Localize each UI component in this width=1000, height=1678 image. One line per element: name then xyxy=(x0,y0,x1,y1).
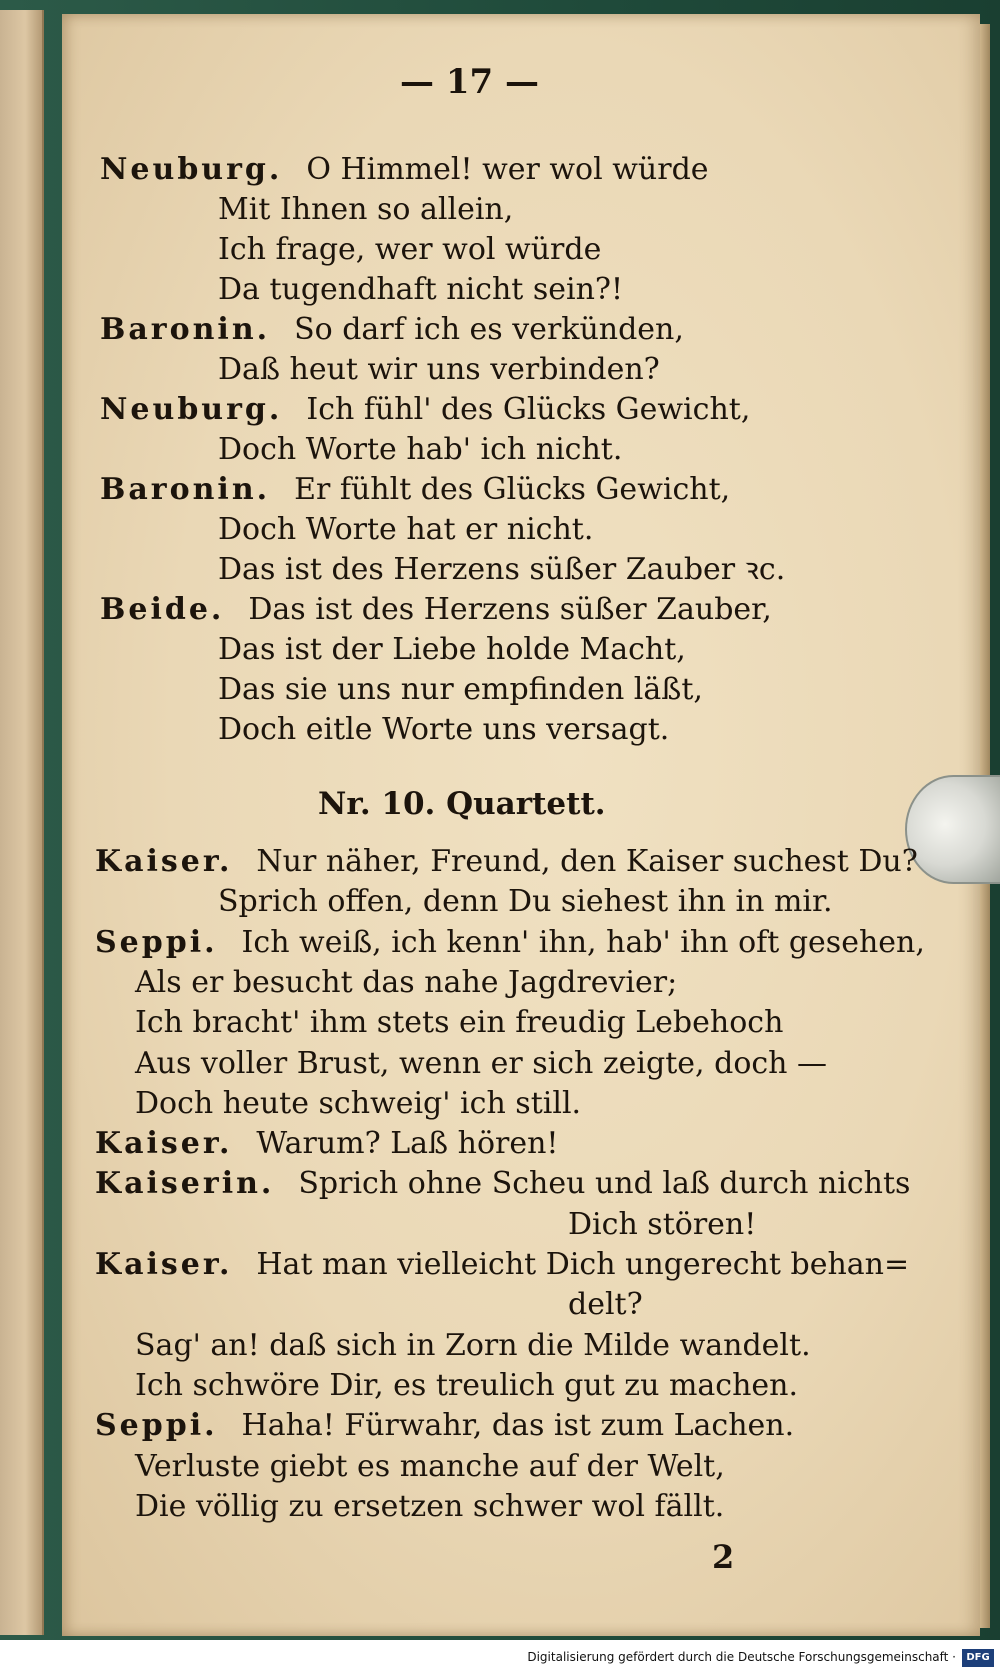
verse-text: Ich fühl' des Glücks Gewicht, xyxy=(306,392,751,427)
verse-text: Das ist der Liebe holde Macht, xyxy=(218,632,686,667)
speaker-name: Baronin. xyxy=(100,472,271,507)
verse-line xyxy=(95,1164,910,1204)
verse-line xyxy=(135,1084,581,1124)
speaker-name: Kaiserin. xyxy=(95,1166,275,1202)
verse-text: Ich schwöre Dir, es treulich gut zu machen. xyxy=(135,1367,799,1403)
dfg-logo: DFG xyxy=(962,1649,994,1667)
verse-line xyxy=(218,882,833,922)
verse-text: Aus voller Brust, wenn er sich zeigte, doch — xyxy=(135,1045,828,1081)
verse-line xyxy=(95,1245,909,1285)
verse-line xyxy=(135,1447,725,1487)
verse-text: Er fühlt des Glücks Gewicht, xyxy=(294,472,731,507)
verse-line xyxy=(218,630,686,670)
verse-line xyxy=(100,470,730,510)
verse-text: Ich bracht' ihm stets ein freudig Lebehoch xyxy=(135,1005,784,1041)
verse-line xyxy=(100,590,772,630)
verse-text: Das ist des Herzens süßer Zauber ꝛc. xyxy=(218,552,786,587)
verse-text: Verluste giebt es manche auf der Welt, xyxy=(135,1448,725,1484)
verse-line xyxy=(135,963,677,1003)
verse-text: delt? xyxy=(568,1287,643,1323)
verse-text: Ich frage, wer wol würde xyxy=(218,232,602,267)
verse-line xyxy=(218,270,623,310)
speaker-name: Seppi. xyxy=(95,924,218,960)
speaker-name: Beide. xyxy=(100,592,225,627)
verse-line xyxy=(135,1366,798,1406)
verse-line xyxy=(218,230,601,270)
verse-line xyxy=(218,350,660,390)
verse-line xyxy=(568,1205,756,1245)
verse-line xyxy=(135,1487,724,1527)
section-heading: Nr. 10. Quartett. xyxy=(318,786,606,822)
verse-text: Sag' an! daß sich in Zorn die Milde wandelt. xyxy=(135,1327,811,1363)
verse-line xyxy=(95,1124,558,1164)
verse-text: Nur näher, Freund, den Kaiser suchest Du? xyxy=(256,844,918,879)
footer-bar xyxy=(0,1640,1000,1678)
verse-line xyxy=(218,190,513,230)
verse-text: Mit Ihnen so allein, xyxy=(218,192,514,227)
speaker-name: Kaiser. xyxy=(95,844,233,879)
verse-line xyxy=(218,510,593,550)
page-number: — 17 — xyxy=(400,62,539,102)
verse-line xyxy=(95,1406,794,1446)
verse-text: O Himmel! wer wol würde xyxy=(306,152,709,187)
verse-text: Sprich ohne Scheu und laß durch nichts xyxy=(298,1166,911,1202)
verse-line xyxy=(135,1326,811,1366)
verse-line xyxy=(218,670,703,710)
verse-text: Daß heut wir uns verbinden? xyxy=(218,352,660,387)
verse-line xyxy=(95,842,918,882)
verse-text: Doch Worte hab' ich nicht. xyxy=(218,432,623,467)
verse-text: Hat man vielleicht Dich ungerecht behan= xyxy=(256,1247,910,1282)
speaker-name: Neuburg. xyxy=(100,152,283,187)
verse-text: Ich weiß, ich kenn' ihn, hab' ihn oft gesehen, xyxy=(241,924,925,960)
verse-text: So darf ich es verkünden, xyxy=(294,312,684,347)
verse-text: Als er besucht das nahe Jagdrevier; xyxy=(135,964,678,1000)
verse-text: Da tugendhaft nicht sein?! xyxy=(218,272,624,307)
verse-text: Warum? Laß hören! xyxy=(256,1126,559,1162)
speaker-name: Kaiser. xyxy=(95,1126,233,1162)
verse-line xyxy=(568,1285,643,1325)
verse-line xyxy=(95,923,925,963)
verse-text: Das sie uns nur empfinden läßt, xyxy=(218,672,703,707)
verse-text: Sprich offen, denn Du siehest ihn in mir. xyxy=(218,884,833,920)
verse-line xyxy=(100,150,709,190)
verse-line xyxy=(100,310,684,350)
verse-line xyxy=(100,390,750,430)
verse-text: Dich stören! xyxy=(568,1206,757,1242)
verse-text: Die völlig zu ersetzen schwer wol fällt. xyxy=(135,1488,725,1524)
speaker-name: Baronin. xyxy=(100,312,271,347)
verse-text: Haha! Fürwahr, das ist zum Lachen. xyxy=(241,1408,795,1444)
verse-text: Das ist des Herzens süßer Zauber, xyxy=(248,592,772,627)
verse-line xyxy=(218,550,785,590)
speaker-name: Neuburg. xyxy=(100,392,283,427)
verse-line xyxy=(135,1044,827,1084)
speaker-name: Kaiser. xyxy=(95,1247,233,1282)
verse-line xyxy=(218,430,622,470)
footer-credit: Digitalisierung gefördert durch die Deutsche Forschungsgemeinschaft · xyxy=(527,1650,956,1664)
speaker-name: Seppi. xyxy=(95,1408,218,1444)
verse-line xyxy=(135,1003,783,1043)
verse-text: Doch heute schweig' ich still. xyxy=(135,1085,582,1121)
verse-text: Doch Worte hat er nicht. xyxy=(218,512,594,547)
verse-line xyxy=(218,710,669,750)
signature-mark: 2 xyxy=(712,1538,735,1576)
verse-text: Doch eitle Worte uns versagt. xyxy=(218,712,670,747)
